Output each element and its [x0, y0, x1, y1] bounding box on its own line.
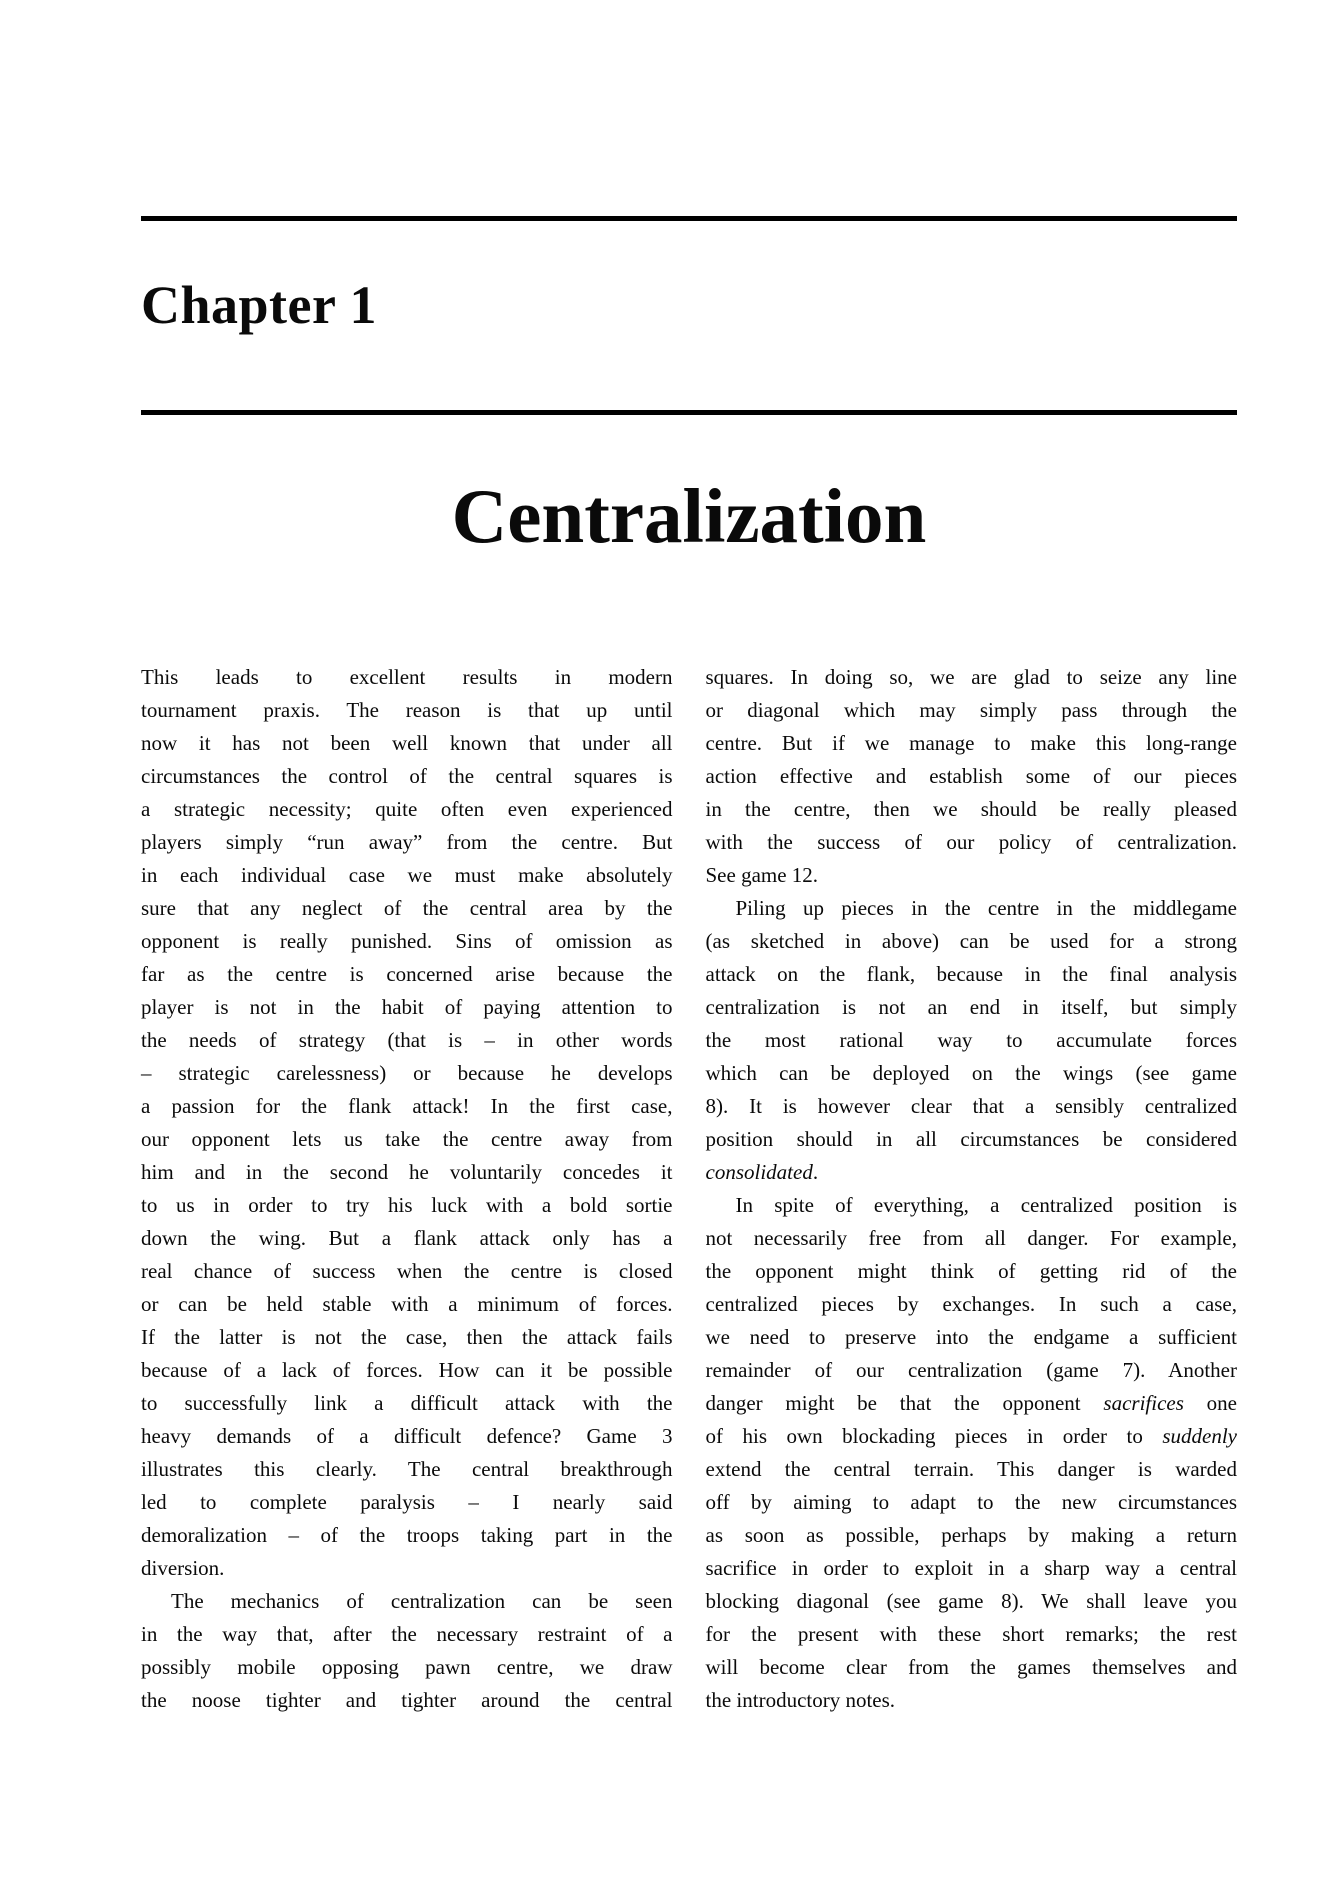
column-right [706, 661, 1238, 1717]
text-line: far as the centre is concerned arise because the [141, 962, 673, 986]
text-line: tournament praxis. The reason is that up until [141, 698, 673, 722]
text-line: the needs of strategy (that is – in other words [141, 1028, 673, 1052]
text-line: the noose tighter and tighter around the central [141, 1688, 673, 1712]
chapter-top-rule [141, 216, 1237, 221]
text-line: real chance of success when the centre is closed [141, 1259, 673, 1283]
text-line: the introductory notes. [705, 1688, 896, 1712]
text-line: demoralization – of the troops taking part in the [141, 1523, 673, 1547]
text-line: circumstances the control of the central squares is [141, 764, 673, 788]
column-left [141, 661, 673, 1717]
text-line: or can be held stable with a minimum of forces. [141, 1292, 673, 1316]
text-line: action effective and establish some of our pieces [705, 764, 1237, 788]
text-line: This leads to excellent results in modern [141, 665, 673, 689]
text-line: or diagonal which may simply pass through the [705, 698, 1237, 722]
text-line: now it has not been well known that under all [141, 731, 673, 755]
text-line: sacrifice in order to exploit in a sharp way a central [705, 1556, 1237, 1580]
text-line: with the success of our policy of centralization. [705, 830, 1237, 854]
text-line: the most rational way to accumulate forces [705, 1028, 1237, 1052]
text-line: Piling up pieces in the centre in the middlegame [735, 896, 1237, 920]
text-line: down the wing. But a flank attack only has a [141, 1226, 673, 1250]
text-line: remainder of our centralization (game 7). Another [705, 1358, 1237, 1382]
chapter-bottom-rule [141, 410, 1237, 415]
text-line: squares. In doing so, we are glad to seize any line [705, 665, 1237, 689]
text-line: a strategic necessity; quite often even experienced [141, 797, 673, 821]
text-line: See game 12. [705, 863, 819, 887]
text-line: danger might be that the opponent sacrifices one [705, 1391, 1238, 1415]
chapter-heading: Chapter 1 [141, 275, 378, 335]
text-line: off by aiming to adapt to the new circumstances [705, 1490, 1237, 1514]
body-columns [141, 661, 1237, 1717]
text-line: to successfully link a difficult attack with the [141, 1391, 673, 1415]
text-line: diversion. [141, 1556, 225, 1580]
text-line: 8). It is however clear that a sensibly centralized [705, 1094, 1237, 1118]
text-line: sure that any neglect of the central area by the [141, 896, 673, 920]
text-line: – strategic carelessness) or because he develops [141, 1061, 673, 1085]
text-line: a passion for the flank attack! In the first case, [141, 1094, 673, 1118]
text-line: which can be deployed on the wings (see game [705, 1061, 1237, 1085]
text-line: (as sketched in above) can be used for a strong [705, 929, 1237, 953]
text-line: player is not in the habit of paying attention to [141, 995, 673, 1019]
text-line: centralized pieces by exchanges. In such a case, [705, 1292, 1237, 1316]
text-line: attack on the flank, because in the final analysis [705, 962, 1237, 986]
text-line: the opponent might think of getting rid of the [705, 1259, 1237, 1283]
text-line: will become clear from the games themselves and [705, 1655, 1237, 1679]
text-line: in the way that, after the necessary restraint of a [141, 1622, 673, 1646]
text-line: as soon as possible, perhaps by making a return [705, 1523, 1237, 1547]
text-line: If the latter is not the case, then the attack fails [141, 1325, 673, 1349]
page-content [141, 0, 1237, 1717]
text-line: to us in order to try his luck with a bold sortie [141, 1193, 673, 1217]
text-line: for the present with these short remarks; the rest [705, 1622, 1237, 1646]
text-line: we need to preserve into the endgame a sufficient [705, 1325, 1237, 1349]
text-line: illustrates this clearly. The central breakthrough [141, 1457, 673, 1481]
text-line: because of a lack of forces. How can it be possible [141, 1358, 673, 1382]
text-line: In spite of everything, a centralized position is [735, 1193, 1237, 1217]
text-line: him and in the second he voluntarily concedes it [141, 1160, 673, 1184]
text-line: The mechanics of centralization can be seen [171, 1589, 673, 1613]
text-line: led to complete paralysis – I nearly said [141, 1490, 673, 1514]
text-line: possibly mobile opposing pawn centre, we draw [141, 1655, 673, 1679]
text-line: position should in all circumstances be considered [705, 1127, 1237, 1151]
text-line: in the centre, then we should be really pleased [705, 797, 1237, 821]
text-line: centre. But if we manage to make this long-range [705, 731, 1237, 755]
text-line: players simply “run away” from the centre. But [141, 830, 673, 854]
text-line: not necessarily free from all danger. For example, [705, 1226, 1237, 1250]
text-line: our opponent lets us take the centre away from [141, 1127, 673, 1151]
text-line: heavy demands of a difficult defence? Game 3 [141, 1424, 673, 1448]
text-line: of his own blockading pieces in order to suddenly [705, 1424, 1237, 1448]
text-line: centralization is not an end in itself, but simply [705, 995, 1237, 1019]
text-line: extend the central terrain. This danger is warded [705, 1457, 1237, 1481]
chapter-title: Centralization [451, 473, 927, 559]
text-line: consolidated. [705, 1160, 819, 1184]
text-line: in each individual case we must make absolutely [141, 863, 673, 887]
text-line: blocking diagonal (see game 8). We shall leave you [705, 1589, 1237, 1613]
text-line: opponent is really punished. Sins of omission as [141, 929, 673, 953]
